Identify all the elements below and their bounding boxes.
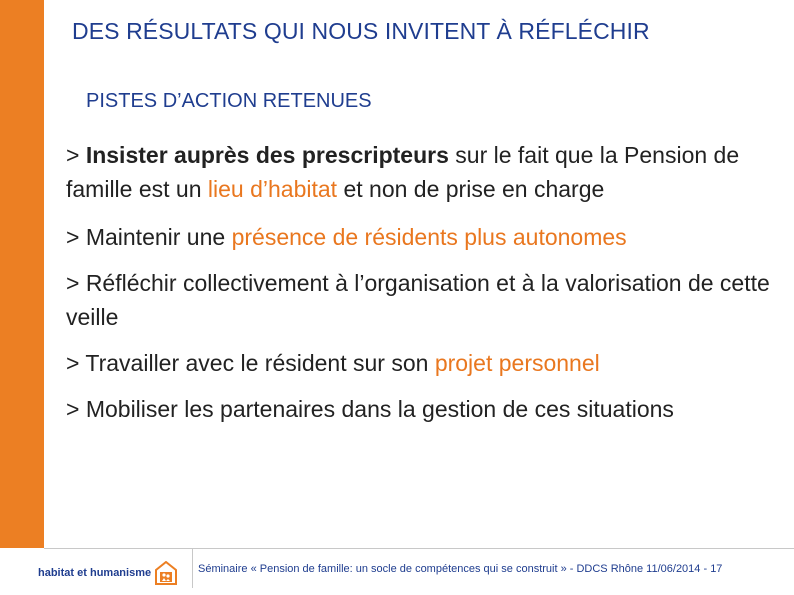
bullet-text: > Maintenir une [66, 224, 232, 250]
slide-title: DES RÉSULTATS QUI NOUS INVITENT À RÉFLÉCHIR [72, 18, 650, 44]
bullet-highlight: projet personnel [434, 350, 600, 376]
bullet-item [66, 138, 786, 206]
bullet-text: > Réfléchir collectivement à l’organisation et à la valorisation de cette veille [66, 270, 770, 330]
bullet-prefix: > [66, 142, 86, 168]
bullet-item [66, 346, 786, 380]
slide-subtitle: PISTES D’ACTION RETENUES [86, 90, 372, 112]
bullet-item [66, 392, 786, 426]
bullet-list [66, 138, 786, 438]
footer-text: Séminaire « Pension de famille: un socle de compétences qui se construit » - DDCS Rhône 11/06/2014 - 17 [198, 563, 723, 575]
logo-text: habitat et humanisme [38, 567, 152, 579]
bullet-text: > Travailler avec le résident sur son [66, 350, 435, 376]
bullet-text: sur le fait que la Pension de famille est un [66, 142, 740, 202]
bullet-text-end: et non de prise en charge [337, 176, 605, 202]
bullet-bold-text: Insister auprès des prescripteurs [85, 142, 449, 168]
bullet-item [66, 266, 786, 334]
bullet-highlight: présence de résidents plus autonomes [231, 224, 627, 250]
side-accent-bar [0, 0, 44, 548]
bullet-item [66, 220, 786, 254]
house-logo-icon [155, 561, 177, 585]
bullet-highlight: lieu d’habitat [207, 176, 338, 202]
footer-separator [44, 548, 794, 549]
habitat-humanisme-logo [38, 558, 177, 588]
bullet-text: > Mobiliser les partenaires dans la gestion de ces situations [66, 396, 674, 422]
footer-divider [192, 548, 193, 588]
